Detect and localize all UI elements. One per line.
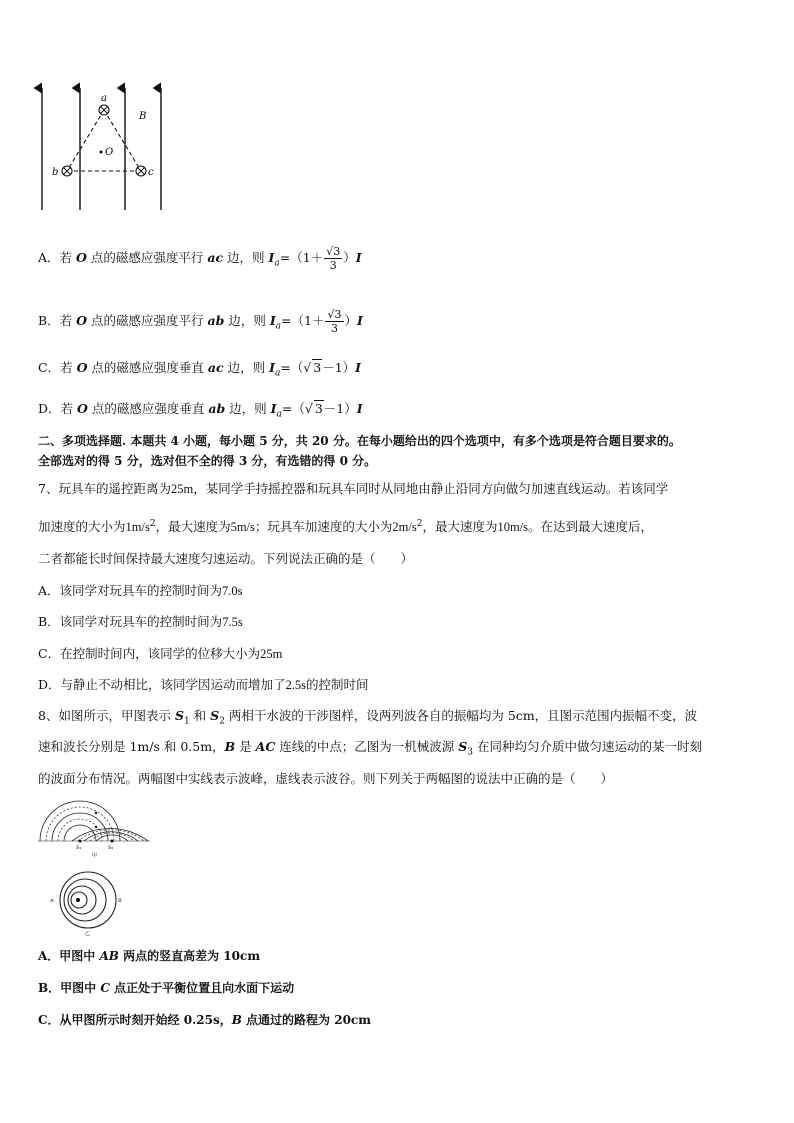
magnetic-field-figure	[30, 82, 180, 214]
q6-option-b: B．若 O 点的磁感应强度平行 ab 边，则 $I_a=(1+$ $\frac{√3}{3}$ ）I	[38, 308, 363, 335]
interference-figure-jia	[36, 797, 152, 859]
q8-option-a: A．甲图中 AB 两点的竖直高差为 10cm	[38, 949, 261, 963]
label-a: a	[101, 93, 107, 104]
wire-b-icon	[62, 166, 72, 176]
moving-source-figure-yi	[48, 868, 128, 936]
q6-option-a: A．若 O 点的磁感应强度平行 ac 边，则 $I_a=(1+$ $\frac{√3}{3}$ ）I	[38, 245, 362, 272]
q7-stem-line1: 7、玩具车的遥控距离为25m，某同学手持摇控器和玩具车同时从同地由静止沿同方向做匀加速直线运动。若该同学	[38, 481, 669, 496]
label-b-field: B	[139, 111, 147, 122]
section2-instructions: 全部选对的得 5 分，选对但不全的得 3 分，有选错的得 0 分。	[38, 454, 377, 468]
q7-option-d: D．与静止不动相比，该同学因运动而增加了2.5s的控制时间	[38, 677, 369, 692]
svg-text:B: B	[118, 898, 122, 904]
q7-option-c: C．在控制时间内，该同学的位移大小为25m	[38, 646, 283, 661]
fig-yi-label: 乙	[85, 931, 91, 936]
q6-option-d: D．若 O 点的磁感应强度垂直 ab 边，则 $I_a=(√$ 3－1）I	[38, 401, 363, 420]
q6-option-c: C．若 O 点的磁感应强度垂直 ac 边，则 $I_a=(√$ 3－1）I	[38, 360, 362, 379]
svg-text:A: A	[50, 898, 54, 904]
q8-option-b: B．甲图中 C 点正处于平衡位置且向水面下运动	[38, 981, 295, 995]
label-o: O	[105, 147, 114, 158]
fig-jia-label: 甲	[92, 853, 98, 859]
wire-c-icon	[136, 166, 146, 176]
q8-option-c: C．从甲图所示时刻开始经 0.25s，B 点通过的路程为 20cm	[38, 1013, 371, 1027]
fraction: $\frac{√3}{3}$	[327, 308, 342, 335]
label-c: c	[148, 167, 154, 178]
q8-stem-line3: 的波面分布情况。两幅图中实线表示波峰，虚线表示波谷。则下列关于两幅图的说法中正确的是（ ）	[38, 771, 614, 786]
section2-heading: 二、多项选择题. 本题共 4 小题，每小题 5 分，共 20 分。在每小题给出的四个选项中，有多个选项是符合题目要求的。	[38, 434, 681, 448]
svg-text:S₂: S₂	[108, 845, 114, 851]
svg-text:S₁: S₁	[76, 845, 82, 851]
q7-stem-line2: 加速度的大小为$1m/s^2$，最大速度为5m/s；玩具车加速度的大小为$2m/s^2$，最大速度为10m/s。在达到最大速度后，	[38, 519, 654, 535]
fraction: $\frac{√3}{3}$	[326, 245, 341, 272]
q8-stem-line2: 速和波长分别是 1m/s 和 0.5m，B 是 AC 连线的中点；乙图为一机械波源 $S_3$ 在同种均匀介质中做匀速运动的某一时刻	[38, 739, 702, 758]
q7-stem-line3: 二者都能长时间保持最大速度匀速运动。下列说法正确的是（ ）	[38, 551, 414, 566]
label-b: b	[52, 167, 59, 178]
q7-option-a: A．该同学对玩具车的控制时间为7.0s	[38, 583, 243, 598]
q8-stem-line1: 8、如图所示，甲图表示 $S_1$ 和 $S_2$ 两相干水波的干涉图样，设两列波各自的振幅均为 5cm，且图示范围内振幅不变，波	[38, 708, 698, 727]
triangle-edge-ac	[104, 110, 141, 171]
wire-a-icon	[99, 105, 109, 115]
q7-option-b: B．该同学对玩具车的控制时间为7.5s	[38, 614, 243, 629]
triangle-edge-ab	[67, 110, 104, 171]
point-o	[100, 151, 103, 154]
